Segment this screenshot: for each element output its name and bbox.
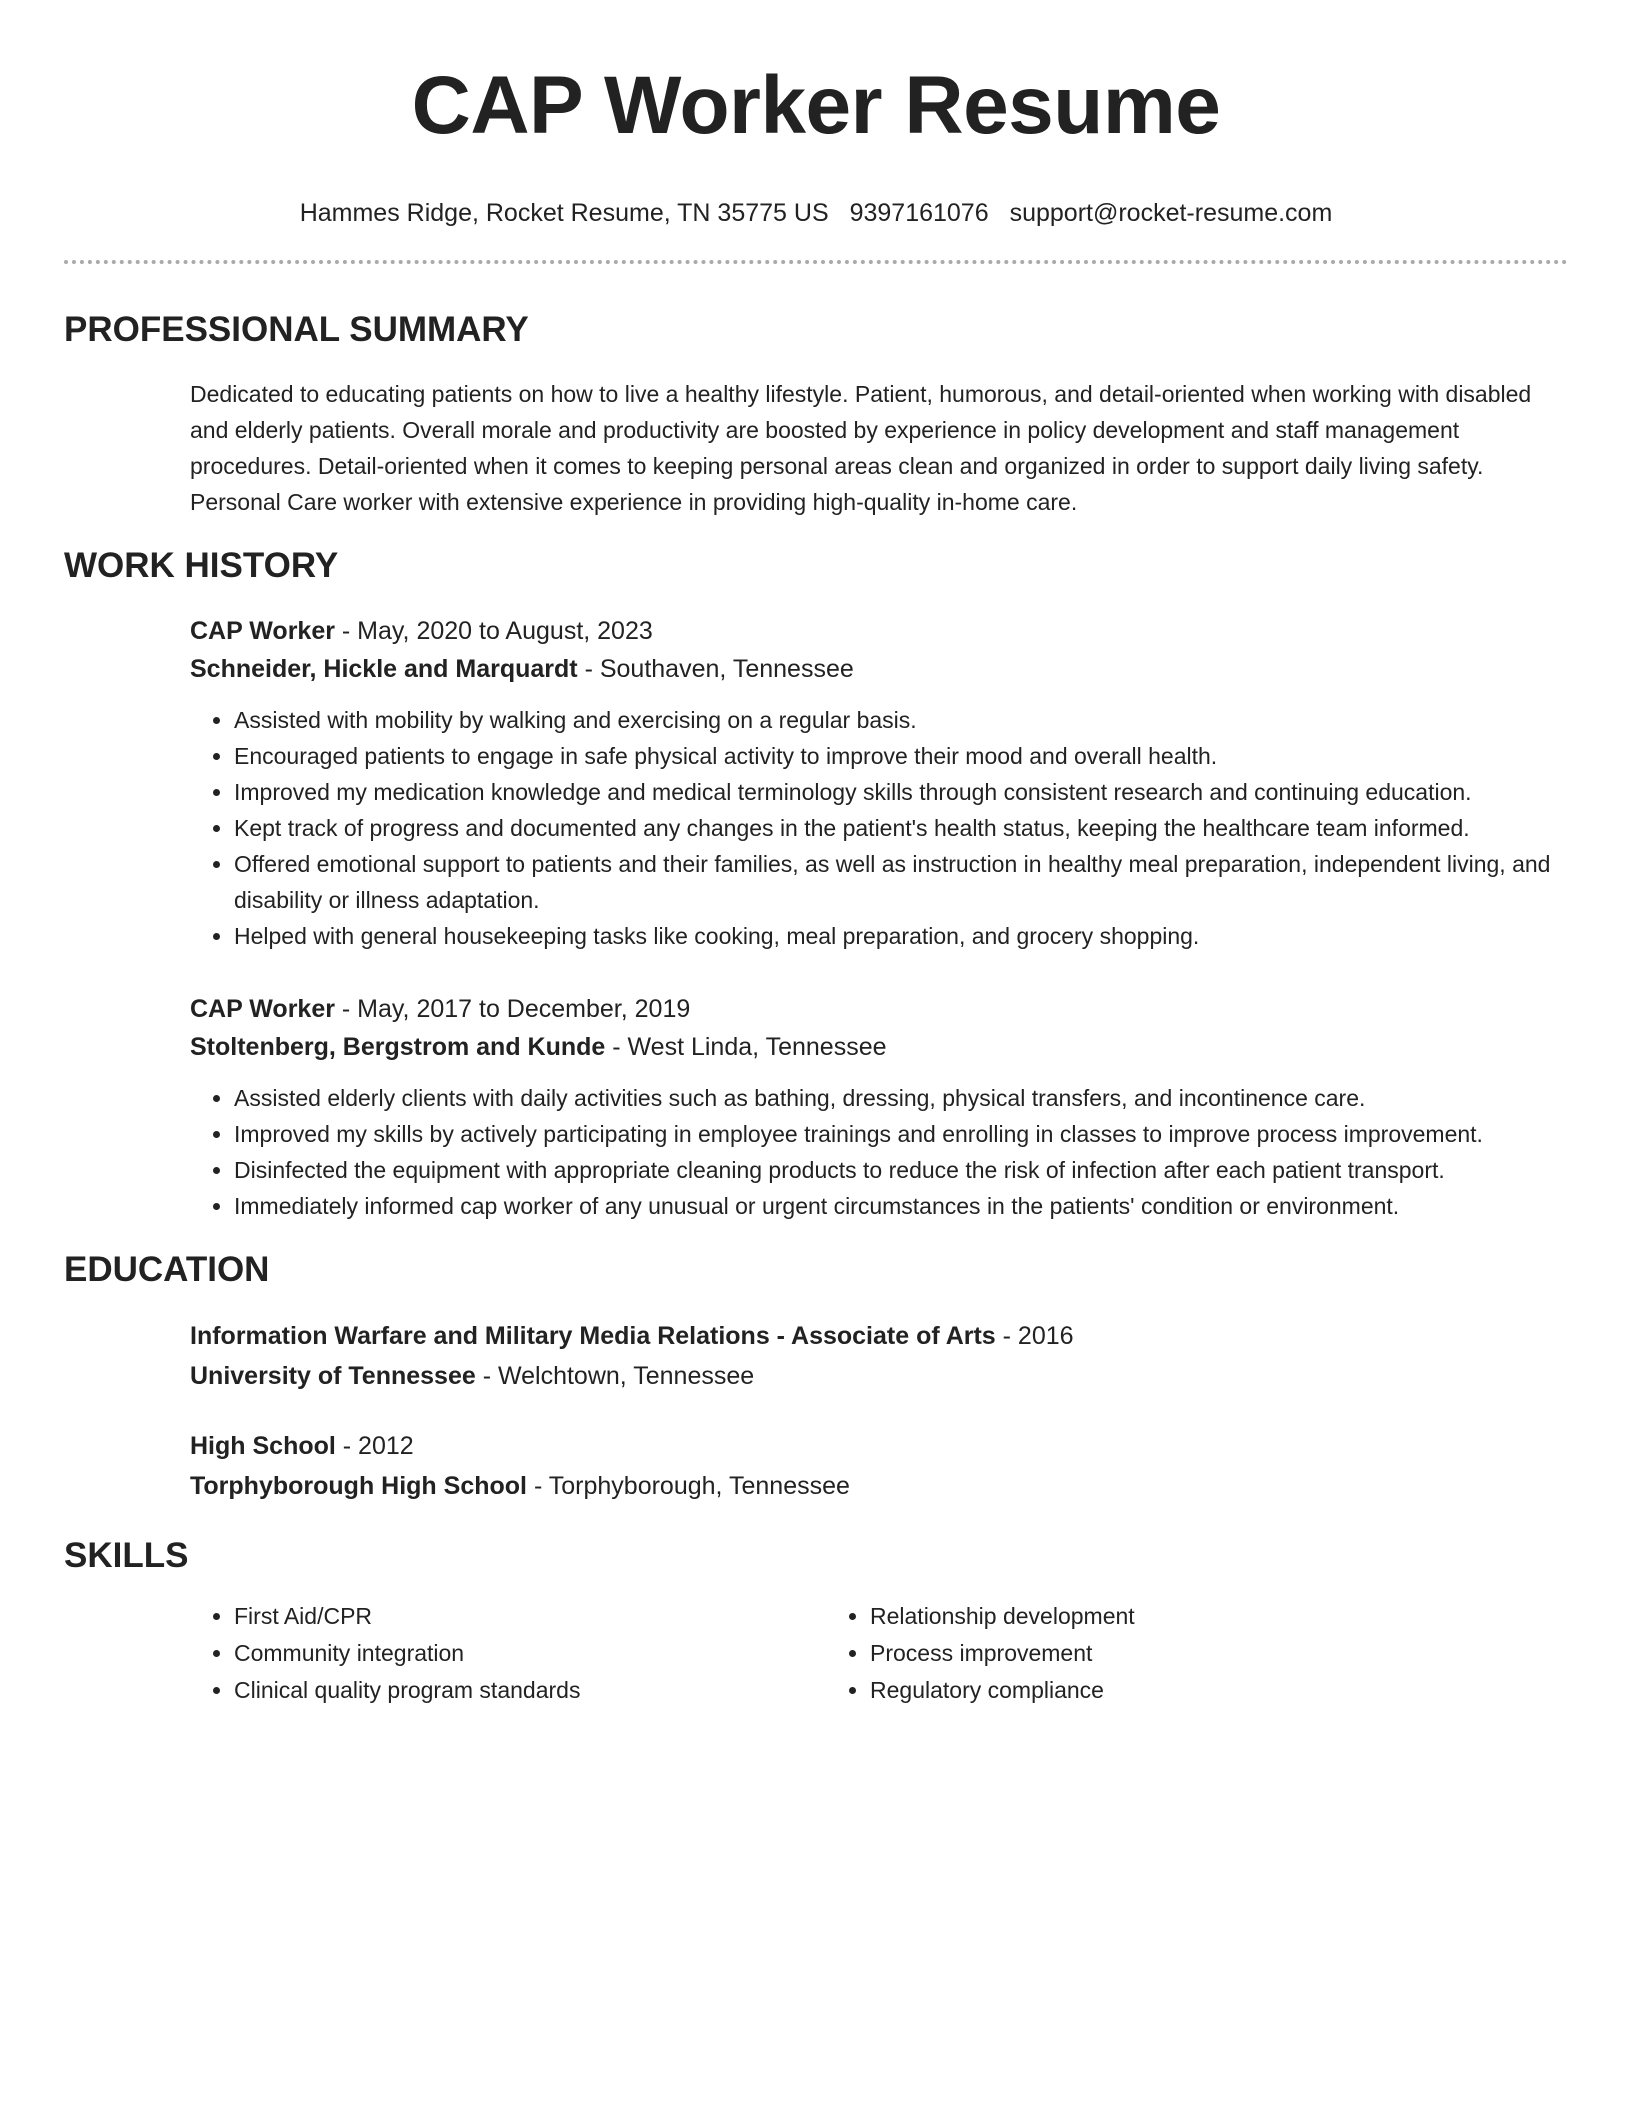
skill-item: • Community integration (234, 1635, 826, 1672)
school-location: - Welchtown, Tennessee (475, 1362, 755, 1390)
header-divider (64, 260, 1568, 264)
job-dates: - May, 2020 to August, 2023 (334, 617, 653, 645)
job-location: - Southaven, Tennessee (577, 655, 854, 683)
skills-column-left (190, 1598, 826, 1709)
job-company-line (190, 650, 1568, 688)
job-entry (190, 990, 1568, 1224)
education-entry (190, 1316, 1568, 1396)
list-item: • Immediately informed cap worker of any unusual or urgent circumstances in the patients' condition or environment. (234, 1188, 1568, 1224)
degree-line (190, 1316, 1568, 1356)
skills-list (190, 1598, 1568, 1709)
degree-line (190, 1426, 1568, 1466)
school-location: - Torphyborough, Tennessee (527, 1472, 850, 1500)
degree: High School (190, 1432, 336, 1460)
list-item: • Kept track of progress and documented any changes in the patient's health status, keeping the healthcare team informed. (234, 810, 1568, 846)
job-company-line (190, 1028, 1568, 1066)
list-item: • Assisted elderly clients with daily activities such as bathing, dressing, physical transfers, and incontinence care. (234, 1080, 1568, 1116)
contact-info (64, 198, 1568, 228)
skills-heading: SKILLS (64, 1536, 189, 1575)
job-bullets (190, 1080, 1568, 1224)
list-item: • Disinfected the equipment with appropriate cleaning products to reduce the risk of infection after each patient transport. (234, 1152, 1568, 1188)
education-heading: EDUCATION (64, 1250, 270, 1289)
job-title: CAP Worker (190, 617, 335, 645)
summary-text: Dedicated to educating patients on how to live a healthy lifestyle. Patient, humorous, and detail-oriented when working with disabled and elderly patients. Overall morale and productivity are boosted by experience in policy development and staff management procedures. Detail-oriented when it comes to keeping personal areas clean and organized in order to support daily living safety. Personal Care worker with extensive experience in providing high-quality in-home care. (190, 381, 1532, 515)
list-item: • Assisted with mobility by walking and exercising on a regular basis. (234, 702, 1568, 738)
list-item: • Helped with general housekeeping tasks like cooking, meal preparation, and grocery shopping. (234, 918, 1568, 954)
school-line (190, 1356, 1568, 1396)
degree: Information Warfare and Military Media Relations - Associate of Arts (190, 1322, 996, 1350)
school-name: Torphyborough High School (190, 1472, 527, 1500)
job-location: - West Linda, Tennessee (605, 1033, 887, 1061)
degree-year: - 2016 (995, 1322, 1074, 1350)
education-entry (190, 1426, 1568, 1506)
job-title-line (190, 612, 1568, 650)
job-dates: - May, 2017 to December, 2019 (334, 995, 691, 1023)
degree-year: - 2012 (335, 1432, 414, 1460)
work-history-heading: WORK HISTORY (64, 546, 339, 585)
contact-address: Hammes Ridge, Rocket Resume, TN 35775 US (299, 199, 829, 227)
job-title: CAP Worker (190, 995, 335, 1023)
skill-item: • Regulatory compliance (870, 1672, 1462, 1709)
list-item: • Encouraged patients to engage in safe physical activity to improve their mood and overall health. (234, 738, 1568, 774)
job-company: Schneider, Hickle and Marquardt (190, 655, 578, 683)
job-company: Stoltenberg, Bergstrom and Kunde (190, 1033, 606, 1061)
job-title-line (190, 990, 1568, 1028)
skill-item: • Relationship development (870, 1598, 1462, 1635)
school-name: University of Tennessee (190, 1362, 476, 1390)
job-entry (190, 612, 1568, 954)
list-item: • Improved my skills by actively participating in employee trainings and enrolling in classes to improve process improvement. (234, 1116, 1568, 1152)
skill-item: • Clinical quality program standards (234, 1672, 826, 1709)
contact-phone: 9397161076 (849, 199, 989, 227)
resume-title: CAP Worker Resume (411, 60, 1221, 151)
skill-item: • First Aid/CPR (234, 1598, 826, 1635)
contact-email: support@rocket-resume.com (1009, 199, 1333, 227)
skill-item: • Process improvement (870, 1635, 1462, 1672)
list-item: • Improved my medication knowledge and medical terminology skills through consistent research and continuing education. (234, 774, 1568, 810)
summary-heading: PROFESSIONAL SUMMARY (64, 310, 529, 349)
skills-column-right (826, 1598, 1462, 1709)
list-item: • Offered emotional support to patients and their families, as well as instruction in healthy meal preparation, independent living, and disability or illness adaptation. (234, 846, 1568, 918)
job-bullets (190, 702, 1568, 954)
school-line (190, 1466, 1568, 1506)
